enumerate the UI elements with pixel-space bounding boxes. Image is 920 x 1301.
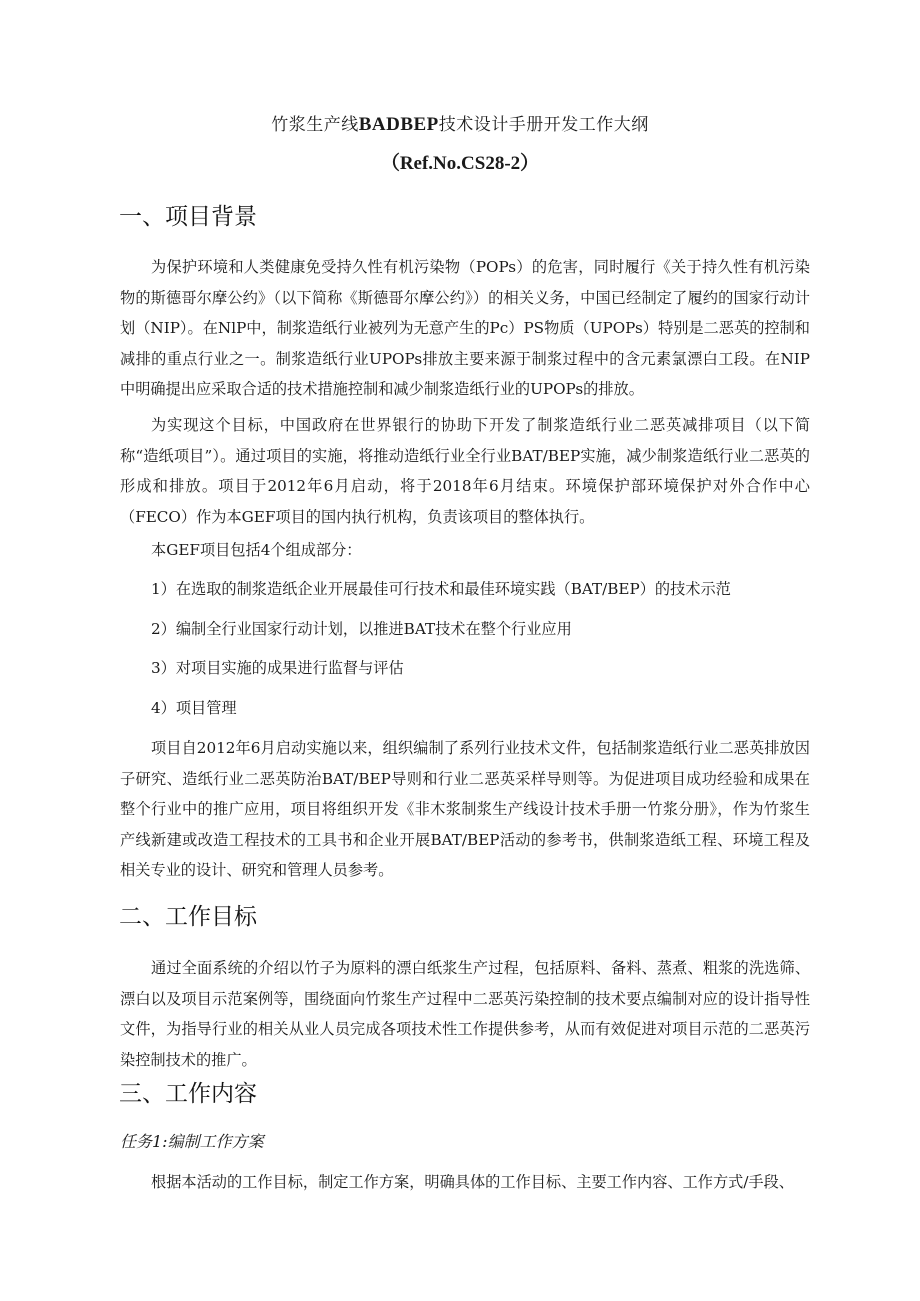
paragraph-background-1: 为保护环境和人类健康免受持久性有机污染物（POPs）的危害，同时履行《关于持久性有机污染物的斯德哥尔摩公约》（以下简称《斯德哥尔摩公约》）的相关义务，中国已经制定了履约的国家行动计划（NIP）。在NlP中，制浆造纸行业被列为无意产生的Pc）PS物质（UPOPs）特别是二恶英的控制和减排的重点行业之一。制浆造纸行业UPOPs排放主要来源于制浆过程中的含元素氯漂白工段。在NIP中明确提出应采取合适的技术措施控制和减少制浆造纸行业的UPOPs的排放。	[120, 258, 810, 398]
title-prefix: 竹浆生产线	[271, 115, 359, 135]
section-heading-work-content: 三、工作内容	[119, 1081, 257, 1107]
document-title	[0, 112, 920, 138]
paragraph-background-2: 为实现这个目标，中国政府在世界银行的协助下开发了制浆造纸行业二恶英减排项目（以下简称“造纸项目”）。通过项目的实施，将推动造纸行业全行业BAT/BEP实施，减少制浆造纸行业二恶英的形成和排放。项目于2012年6月启动，将于2018年6月结束。环境保护部环境保护对外合作中心（FECO）作为本GEF项目的国内执行机构，负责该项目的整体执行。	[120, 416, 810, 526]
paragraph-background-closing: 项目自2012年6月启动实施以来，组织编制了系列行业技术文件，包括制浆造纸行业二恶英排放因子研究、造纸行业二恶英防治BAT/BEP导则和行业二恶英采样导则等。为促进项目成功经验和成果在整个行业中的推广应用，项目将组织开发《非木浆制浆生产线设计技术手册一竹浆分册》，作为竹浆生产线新建或改造工程技术的工具书和企业开展BAT/BEP活动的参考书，供制浆造纸工程、环境工程及相关专业的设计、研究和管理人员参考。	[120, 739, 810, 879]
title-bold: BADBEP	[358, 114, 439, 135]
list-item: 2）编制全行业国家行动计划，以推进BAT技术在整个行业应用	[151, 620, 572, 638]
task-title: 任务1:编制工作方案	[120, 1132, 264, 1151]
paragraph-components-intro: 本GEF项目包括4个组成部分：	[151, 541, 362, 559]
section-heading-objectives: 二、工作目标	[119, 904, 257, 930]
document-ref: （Ref.No.CS28-2）	[380, 153, 540, 174]
list-item: 1）在选取的制浆造纸企业开展最佳可行技术和最佳环境实践（BAT/BEP）的技术示范	[151, 580, 731, 598]
section-heading-background: 一、项目背景	[119, 204, 257, 230]
paragraph-objectives: 通过全面系统的介绍以竹子为原料的漂白纸浆生产过程，包括原料、备料、蒸煮、粗浆的洗选筛、漂白以及项目示范案例等，围绕面向竹浆生产过程中二恶英污染控制的技术要点编制对应的设计指导性文件，为指导行业的相关从业人员完成各项技术性工作提供参考，从而有效促进对项目示范的二恶英污染控制技术的推广。	[120, 959, 810, 1069]
paragraph-task-1: 根据本活动的工作目标，制定工作方案，明确具体的工作目标、主要工作内容、工作方式/手段、	[151, 1173, 794, 1191]
title-suffix: 技术设计手册开发工作大纲	[438, 115, 649, 135]
list-item: 3）对项目实施的成果进行监督与评估	[151, 659, 404, 677]
list-item: 4）项目管理	[151, 699, 237, 717]
